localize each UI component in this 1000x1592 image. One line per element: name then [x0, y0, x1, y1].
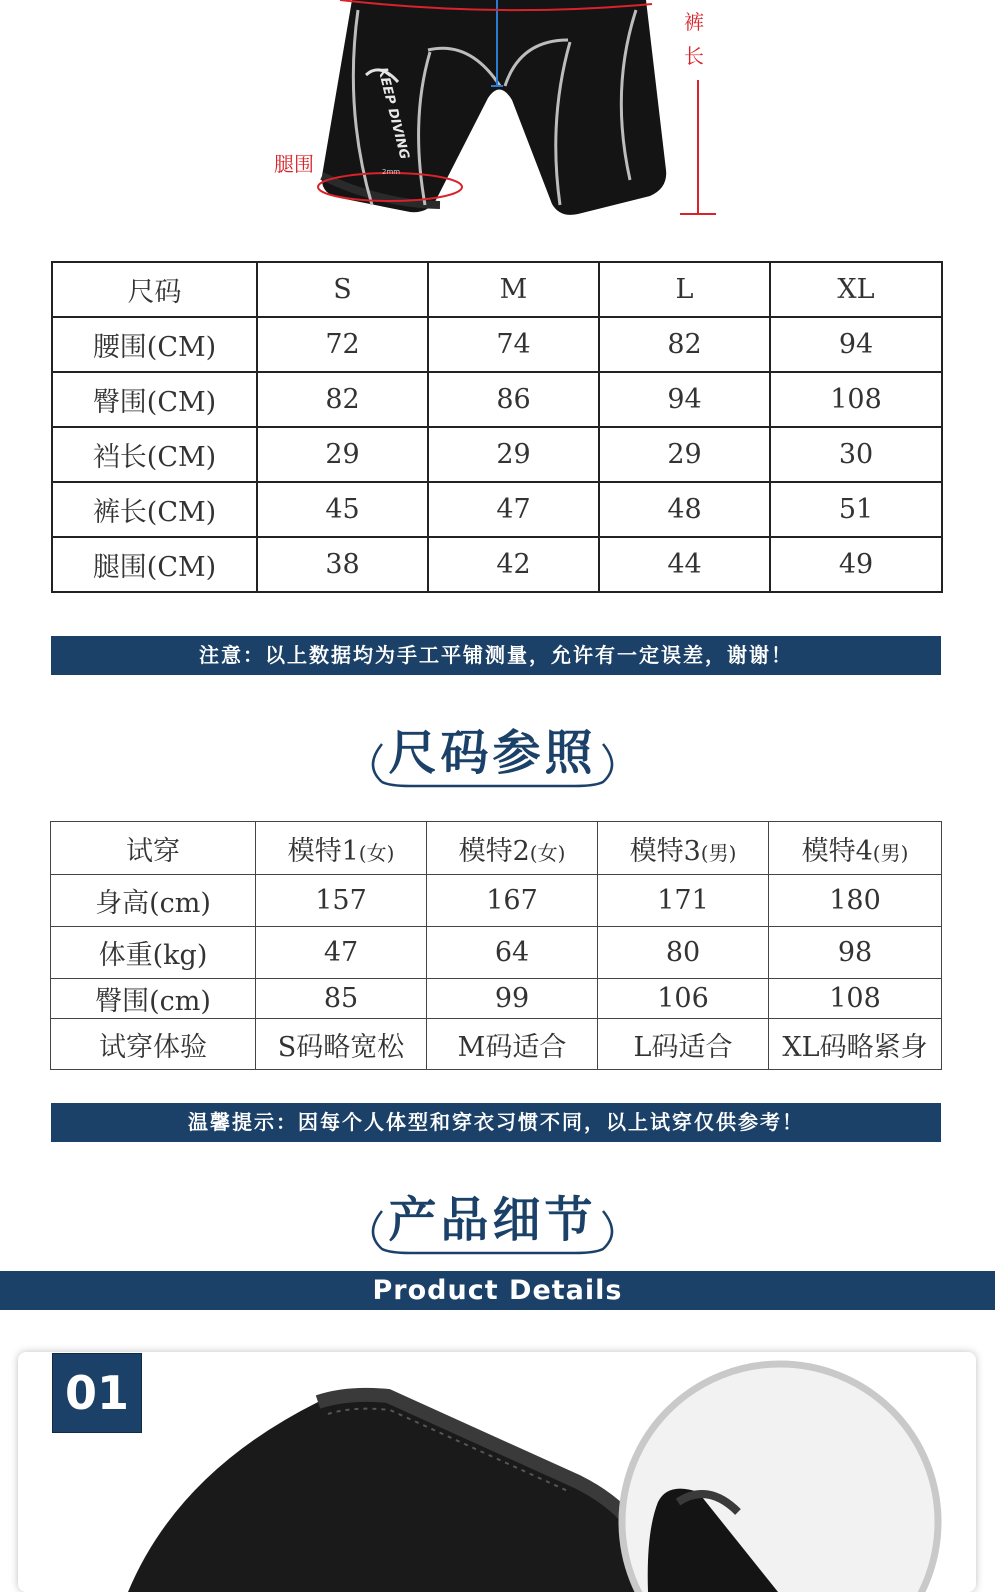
model-header-cell: [51, 822, 256, 875]
wetsuit-shorts-illustration: [0, 0, 1000, 240]
model-row-weight: [51, 927, 942, 979]
table-cell: 82: [599, 317, 770, 372]
thigh-label: 腿围: [274, 152, 314, 176]
size-chart-table: [51, 261, 943, 593]
model-header-name: 模特3: [629, 835, 701, 867]
brand-logo: [352, 66, 432, 176]
row-label: 裤长(CM): [52, 482, 257, 537]
table-cell: 48: [599, 482, 770, 537]
measurement-notice-bar: 注意：以上数据均为手工平铺测量，允许有一定误差，谢谢！: [51, 636, 941, 675]
table-cell: M码适合: [427, 1019, 598, 1070]
fitting-tip-bar: 温馨提示：因每个人体型和穿衣习惯不同，以上试穿仅供参考！: [51, 1103, 941, 1142]
row-label: 腿围(CM): [52, 537, 257, 592]
table-cell: 49: [770, 537, 942, 592]
model-sex: (男): [872, 840, 909, 865]
detail-card: [18, 1352, 976, 1592]
table-cell: 94: [599, 372, 770, 427]
table-cell: 29: [257, 427, 428, 482]
table-cell: 51: [770, 482, 942, 537]
table-cell: 86: [428, 372, 599, 427]
table-cell: 171: [598, 875, 769, 927]
row-label: 腰围(CM): [52, 317, 257, 372]
size-row-length: [52, 482, 942, 537]
table-cell: 74: [428, 317, 599, 372]
table-cell: 30: [770, 427, 942, 482]
length-label-top: 裤: [684, 10, 704, 34]
model-row-height: [51, 875, 942, 927]
table-cell: 42: [428, 537, 599, 592]
model-fitting-table: [50, 821, 942, 1070]
size-row-crotch: [52, 427, 942, 482]
row-label: 试穿体验: [51, 1019, 256, 1070]
size-row-waist: [52, 317, 942, 372]
size-reference-heading: [360, 716, 625, 796]
length-label-bottom: 长: [684, 44, 704, 68]
neoprene-detail-photo: [18, 1352, 976, 1592]
model-header-cell: [427, 822, 598, 875]
size-header-cell: S: [257, 262, 428, 317]
table-cell: 180: [769, 875, 942, 927]
model-sex: (女): [529, 840, 566, 865]
size-row-thigh: [52, 537, 942, 592]
model-row-experience: [51, 1019, 942, 1070]
size-reference-title: 尺码参照: [388, 725, 597, 781]
model-header-cell: [598, 822, 769, 875]
table-cell: 47: [428, 482, 599, 537]
table-cell: 167: [427, 875, 598, 927]
table-cell: 80: [598, 927, 769, 979]
model-sex: (女): [358, 840, 395, 865]
model-row-hip: [51, 979, 942, 1019]
table-cell: 82: [257, 372, 428, 427]
row-label: 身高(cm): [51, 875, 256, 927]
table-cell: 72: [257, 317, 428, 372]
table-cell: 85: [256, 979, 427, 1019]
table-cell: 157: [256, 875, 427, 927]
table-cell: 94: [770, 317, 942, 372]
size-header-cell: M: [428, 262, 599, 317]
logo-text: KEEP DIVING: [374, 66, 412, 161]
table-cell: 108: [770, 372, 942, 427]
model-header-name: 模特4: [801, 835, 873, 867]
row-label: 臀围(CM): [52, 372, 257, 427]
table-cell: 99: [427, 979, 598, 1019]
table-cell: XL码略紧身: [769, 1019, 942, 1070]
row-label: 臀围(cm): [51, 979, 256, 1019]
table-cell: 38: [257, 537, 428, 592]
thickness-text: 2mm: [382, 168, 401, 176]
row-label: 体重(kg): [51, 927, 256, 979]
model-header-name: 试穿: [126, 835, 180, 867]
size-header-cell: L: [599, 262, 770, 317]
model-header-row: [51, 822, 942, 875]
size-header-cell: XL: [770, 262, 942, 317]
product-details-title: 产品细节: [388, 1192, 597, 1248]
table-cell: 108: [769, 979, 942, 1019]
model-header-name: 模特2: [458, 835, 530, 867]
table-cell: 29: [428, 427, 599, 482]
table-cell: 44: [599, 537, 770, 592]
table-cell: L码适合: [598, 1019, 769, 1070]
table-cell: S码略宽松: [256, 1019, 427, 1070]
shorts-measurement-figure: [0, 0, 1000, 240]
model-header-cell: [769, 822, 942, 875]
model-header-name: 模特1: [287, 835, 359, 867]
product-details-heading: [360, 1183, 625, 1263]
model-sex: (男): [700, 840, 737, 865]
table-cell: 64: [427, 927, 598, 979]
table-cell: 29: [599, 427, 770, 482]
size-header-cell: 尺码: [52, 262, 257, 317]
size-header-row: [52, 262, 942, 317]
product-details-bar: Product Details: [0, 1271, 995, 1310]
model-header-cell: [256, 822, 427, 875]
row-label: 裆长(CM): [52, 427, 257, 482]
detail-number-badge: 01: [52, 1353, 142, 1433]
table-cell: 106: [598, 979, 769, 1019]
size-row-hip: [52, 372, 942, 427]
table-cell: 47: [256, 927, 427, 979]
table-cell: 45: [257, 482, 428, 537]
table-cell: 98: [769, 927, 942, 979]
